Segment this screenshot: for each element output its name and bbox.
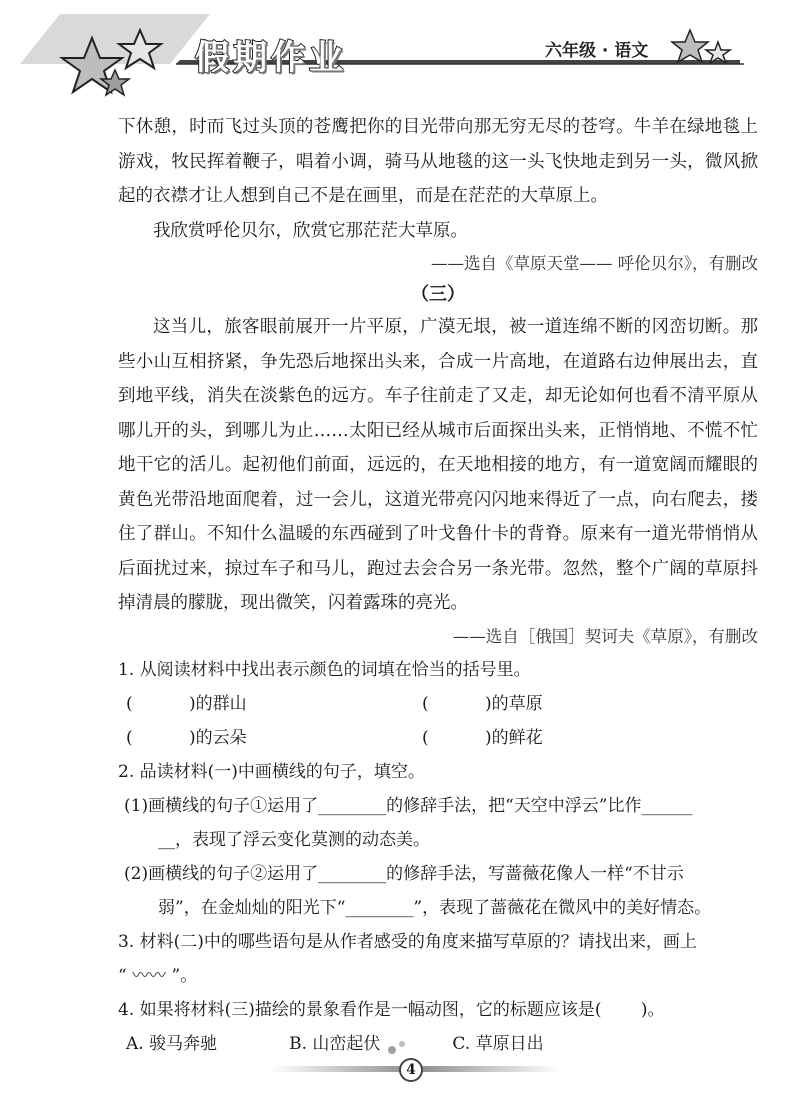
passage3-source: ——选自［俄国］契诃夫《草原》，有删改 bbox=[452, 626, 758, 646]
blank-grassland[interactable]: ( )的草原 bbox=[422, 693, 543, 714]
question-2-sub1-line2: __，表现了浮云变化莫测的动态美。 bbox=[158, 829, 430, 850]
page-header bbox=[0, 0, 800, 110]
page-content bbox=[118, 110, 758, 1061]
header-decoration bbox=[0, 0, 800, 110]
question-3-line1: 3. 材料(二)中的哪些语句是从作者感受的角度来描写草原的？请找出来，画上 bbox=[118, 931, 697, 952]
grade-subject-label: 六年级 · 语文 bbox=[545, 41, 649, 61]
blank-clouds[interactable]: ( )的云朵 bbox=[126, 727, 247, 748]
page-number: 4 bbox=[399, 1058, 423, 1082]
passage2-source: ——选自《草原天堂—— 呼伦贝尔》，有删改 bbox=[431, 254, 758, 273]
choice-a[interactable]: A. 骏马奔驰 bbox=[126, 1033, 218, 1054]
blank-flowers[interactable]: ( )的鲜花 bbox=[422, 727, 543, 748]
question-1-row-2 bbox=[126, 721, 758, 755]
question-2-sub2-line1: (2)画横线的句子②运用了________的修辞手法，写蔷薇花像人一样“不甘示 bbox=[124, 863, 684, 884]
choice-c[interactable]: C. 草原日出 bbox=[452, 1033, 544, 1054]
passage2-closing: 我欣赏呼伦贝尔，欣赏它那茫茫大草原。 bbox=[153, 220, 468, 241]
page-title: 假期作业 bbox=[195, 38, 347, 78]
question-2: 2. 品读材料(一)中画横线的句子，填空。 bbox=[118, 761, 425, 782]
question-2-sub2-line2: 弱”，在金灿灿的阳光下“________”，表现了蔷薇花在微风中的美好情态。 bbox=[158, 897, 712, 918]
passage3-title: （三） bbox=[411, 284, 465, 305]
passage2-paragraph: 下休憩，时而飞过头顶的苍鹰把你的目光带向那无穷无尽的苍穹。牛羊在绿地毯上游戏，牧民挥着鞭子，唱着小调，骑马从地毯的这一头飞快地走到另一头，微风掀起的衣襟才让人想到自己不是在画里，而是在茫茫的大草原上。 bbox=[118, 117, 758, 206]
star-icon bbox=[706, 42, 730, 63]
blank-mountains[interactable]: ( )的群山 bbox=[126, 693, 247, 714]
star-icon bbox=[672, 30, 708, 62]
question-2-sub1-line1: (1)画横线的句子①运用了________的修辞手法，把“天空中浮云”比作______ bbox=[124, 795, 693, 816]
question-3-line2: “ 〰〰 ”。 bbox=[118, 965, 198, 986]
question-1-row-1 bbox=[126, 687, 758, 721]
passage3-paragraph: 这当儿，旅客眼前展开一片平原，广漠无垠，被一道连绵不断的冈峦切断。那些小山互相挤紧，争先恐后地探出头来，合成一片高地，在道路右边伸展出去，直到地平线，消失在淡紫色的远方。车子往前走了又走，却无论如何也看不清平原从哪儿开的头，到哪儿为止……太阳已经从城市后面探出头来，正悄悄地、不慌不忙地干它的活儿。起初他们前面，远远的，在天地相接的地方，有一道宽阔而耀眼的黄色光带沿地面爬着，过一会儿，这道光带亮闪闪地来得近了一点，向右爬去，搂住了群山。不知什么温暖的东西碰到了叶戈鲁什卡的背脊。原来有一道光带悄悄从后面扰过来，掠过车子和马儿，跑过去会合另一条光带。忽然，整个广阔的草原抖掉清晨的朦胧，现出微笑，闪着露珠的亮光。 bbox=[118, 317, 758, 613]
choice-b[interactable]: B. 山峦起伏 bbox=[289, 1033, 381, 1054]
question-1: 1. 从阅读材料中找出表示颜色的词填在恰当的括号里。 bbox=[118, 659, 531, 680]
question-4: 4. 如果将材料(三)描绘的景象看作是一幅动图，它的标题应该是( )。 bbox=[118, 999, 665, 1020]
